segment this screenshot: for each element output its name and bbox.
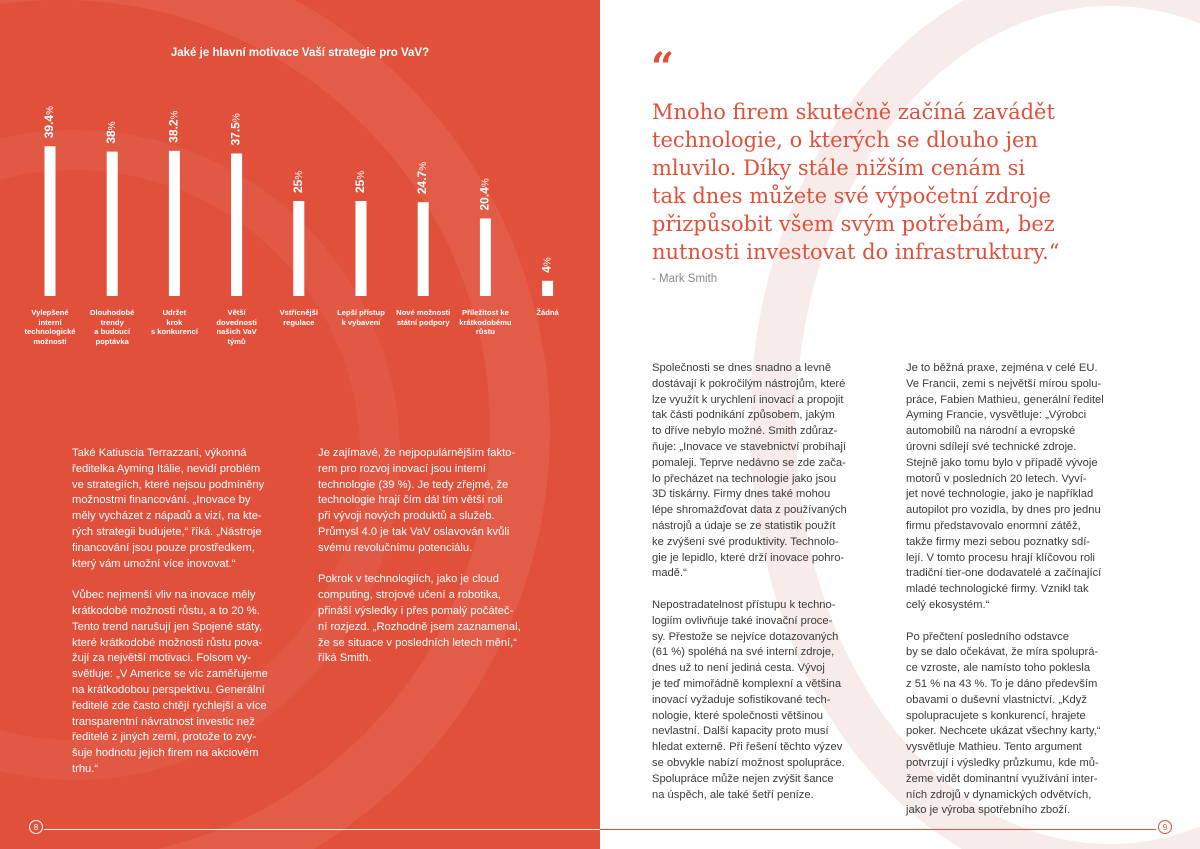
text-line: firmu představovalo enormní zátěž,	[906, 519, 1081, 532]
page-number-right: 9	[1158, 820, 1172, 834]
text-line: světluje: „V Americe se víc zaměřujeme	[72, 668, 268, 681]
text-line: madě.“	[652, 567, 687, 580]
text-line: trhu.“	[72, 762, 99, 775]
bar-chart	[0, 0, 600, 310]
text-line: práce, Fabien Mathieu, generální ředitel	[906, 393, 1104, 406]
text-line: computing, strojové učení a robotika,	[318, 589, 501, 602]
value-label: 25%	[290, 170, 305, 193]
value-label: 4%	[539, 257, 554, 273]
text-line: tradiční tier-one dodavatelé a začínající	[906, 567, 1102, 580]
category-label-line: Větší	[227, 308, 246, 317]
paragraph	[72, 588, 304, 778]
text-line: rých strategii budujete,“ říká. „Nástroje	[72, 525, 262, 538]
text-line: se obvykle nabízí možnost spolupráce.	[652, 756, 845, 769]
text-line: Vůbec nejmenší vliv na inovace měly	[72, 589, 256, 602]
text-line: transparentní návratnost investic než	[72, 715, 255, 728]
text-line: Je zajímavé, že nejpopulárnějším fakto-	[318, 447, 516, 459]
category-label-line: Dlouhodobé	[90, 308, 135, 317]
text-line: obavami o duševní vlastnictví. „Když	[906, 693, 1087, 706]
text-line: technologie hrají čím dál tím větší roli	[318, 494, 503, 507]
text-line: svému revolučnímu potenciálu.	[318, 541, 473, 554]
category-label-line: krátkodobému	[459, 317, 512, 327]
quote-line: technologie, o kterých se dlouho jen	[652, 128, 1038, 152]
text-line: ředitelka Ayming Itálie, nevidí problém	[72, 462, 261, 475]
category-label	[391, 308, 455, 327]
text-line: jet nové technologie, jako je například	[906, 488, 1094, 501]
value-label: 20.4%	[477, 178, 492, 211]
text-line: Společnosti se dnes snadno a levně	[652, 362, 832, 374]
bar	[356, 201, 367, 296]
text-line: automobilů na národní a evropské	[906, 425, 1076, 438]
text-line: Také Katiuscia Terrazzani, výkonná	[72, 447, 247, 459]
text-line: potvrzují i výsledky průzkumu, kde mů-	[906, 756, 1099, 769]
category-label-line: k vybavení	[341, 317, 381, 327]
text-line: šuje hodnotu jejich firem na akciovém	[72, 747, 259, 760]
value-label: 39.4%	[42, 106, 57, 139]
text-line: Ayming Francie, vysvětluje: „Výrobci	[906, 409, 1087, 422]
text-line: ke zvýšení své produktivity. Technolo-	[652, 535, 839, 548]
right-text-column-2	[906, 361, 1130, 835]
text-line: který vám umožní více inovovat.“	[72, 557, 236, 570]
bar	[542, 281, 553, 296]
category-label	[516, 308, 580, 318]
text-line: Tento trend narušují jen Spojené státy,	[72, 620, 263, 633]
text-line: logiím ovlivňuje také inovační proce-	[652, 614, 833, 627]
text-line: technologie (39 %). Je tedy zřejmé, že	[318, 478, 509, 491]
value-label: 38%	[104, 121, 119, 144]
category-label-line: a budoucí	[94, 327, 131, 337]
text-line: Pokrok v technologiích, jako je cloud	[318, 573, 499, 586]
text-line: na úspěch, ale také šetří peníze.	[652, 788, 814, 801]
text-line: žeme vidět dominantní využívání inter-	[906, 772, 1098, 785]
left-page-rule	[44, 829, 600, 830]
text-line: takže firmy mezi sebou poznatky sdí-	[906, 535, 1091, 548]
text-line: Je to běžná praxe, zejména v celé EU.	[906, 362, 1098, 374]
category-label-line: týmů	[227, 336, 246, 346]
quote-author: - Mark Smith	[652, 273, 718, 285]
quote-line: přizpůsobit všem svým potřebám, bez	[652, 212, 1055, 236]
text-line: krátkodobé možnosti růstu, a to 20 %.	[72, 604, 260, 617]
bar	[418, 202, 429, 296]
text-line: vysvětluje Mathieu. Tento argument	[906, 741, 1082, 754]
text-line: dnes už to není jediná cesta. Vývoj	[652, 662, 825, 675]
text-line: Ve Francii, zemi s největší mírou spolu-	[906, 377, 1102, 390]
category-label-line: růstu	[475, 327, 495, 337]
text-line: poker. Nechcete ukázat všechny karty,“	[906, 725, 1101, 738]
left-text-column-2	[318, 446, 550, 683]
text-line: ní rozjezd. „Rozhodně jsem zaznamenal,	[318, 620, 521, 633]
text-line: na krátkodobou perspektivu. Generální	[72, 683, 265, 696]
text-line: Po přečtení posledního odstavce	[906, 630, 1069, 643]
text-line: lze využít k urychlení inovací a propojit	[652, 393, 844, 406]
category-label-line: technologické	[24, 327, 76, 337]
category-label-line: trendy	[100, 317, 124, 327]
text-line: dostávají k pokročilým nástrojům, které	[652, 377, 846, 390]
text-line: (61 %) spoléhá na své interní zdroje,	[652, 646, 835, 659]
category-label	[329, 308, 393, 327]
text-line: mladé technologické firmy. Vznikl tak	[906, 583, 1089, 596]
text-line: lépe shromažďovat data z používaných	[652, 504, 847, 517]
pull-quote	[652, 98, 1072, 266]
text-line: jako je výroba spotřebního zboží.	[906, 804, 1071, 817]
paragraph	[72, 446, 304, 572]
text-line: Spolupráce může nejen zvýšit šance	[652, 772, 834, 785]
value-label: 37.5%	[228, 113, 243, 146]
category-label	[80, 308, 144, 346]
text-line: nevlastní. Další kapacity proto musí	[652, 725, 829, 738]
category-label-line: Žádná	[536, 308, 559, 317]
text-line: 3D tiskárny. Firmy dnes také mohou	[652, 488, 831, 501]
value-label: 24.7%	[415, 161, 430, 195]
paragraph	[318, 446, 550, 557]
text-line: financování jsou pouze prostředkem,	[72, 541, 255, 554]
quote-line: nutnosti investovat do infrastruktury.“	[652, 240, 1060, 264]
category-label-line: Udržet	[162, 308, 187, 317]
text-line: je teď mimořádně komplexní a většina	[652, 677, 842, 690]
quote-line: Mnoho firem skutečně začíná zavádět	[652, 100, 1055, 124]
bar	[45, 146, 56, 296]
text-line: hledat externě. Při řešení těchto výzev	[652, 741, 843, 754]
value-label: 38.2%	[166, 110, 181, 143]
text-line: lo přecházet na technologie jako jsou	[652, 472, 837, 485]
text-line: Průmysl 4.0 je tak VaV oslavován kvůli	[318, 525, 510, 538]
paragraph	[652, 361, 876, 582]
text-line: ředitelé zde často chtějí rychlejší a více	[72, 699, 267, 712]
text-line: možnostmi financování. „Inovace by	[72, 494, 251, 507]
text-line: ních zdrojů v dynamických odvětvích,	[906, 788, 1092, 801]
category-label	[205, 308, 269, 346]
category-label-line: státní podpory	[396, 317, 450, 327]
text-line: které krátkodobé možnosti růstu pova-	[72, 636, 263, 649]
text-line: nástrojů a údaje se ze statistik použít	[652, 519, 836, 532]
text-line: motorů v posledních 20 letech. Vyví-	[906, 472, 1087, 485]
text-line: nologie, které společnosti většinou	[652, 709, 824, 722]
bar	[293, 201, 304, 296]
text-line: přináší výsledky i přes pomalý počáteč-	[318, 604, 514, 617]
text-line: ňuje: „Inovace ve stavebnictví probíhají	[652, 440, 847, 453]
category-label-line: Vylepšené	[31, 308, 69, 317]
text-line: ředitelé z jiných zemí, protože to zvy-	[72, 731, 257, 744]
page-number-left: 8	[29, 820, 43, 834]
category-label-line: možnosti	[33, 336, 67, 346]
right-page-rule	[600, 829, 1156, 830]
category-label-line: našich VaV	[216, 327, 257, 337]
text-line: žují za největší motivaci. Folsom vy-	[72, 652, 252, 665]
paragraph	[318, 572, 550, 667]
chart-title: Jaké je hlavní motivace Vaší strategie pro VaV?	[170, 47, 430, 59]
value-label: 25%	[353, 170, 368, 193]
right-text-column-1	[652, 361, 876, 819]
text-line: ce vzroste, ale namísto toho poklesla	[906, 662, 1091, 675]
text-line: měly vycházet z nápadů a vizí, na kte-	[72, 510, 262, 523]
text-line: inovací vyžaduje sofistikované tech-	[652, 693, 831, 706]
text-line: pomaleji. Teprve nedávno se zde zača-	[652, 456, 846, 469]
bar	[480, 218, 491, 296]
text-line: ve strategiích, které nejsou podmíněny	[72, 478, 265, 491]
text-line: říká Smith.	[318, 652, 372, 665]
paragraph	[906, 630, 1130, 820]
text-line: úrovni sdílejí své technické zdroje.	[906, 440, 1077, 453]
text-line: Stejně jako tomu bylo v případě vývoje	[906, 456, 1098, 469]
bar	[107, 152, 118, 296]
text-line: spolupracujete s konkurencí, hrajete	[906, 709, 1086, 722]
bar	[169, 151, 180, 296]
category-label-line: Lepší přístup	[337, 308, 385, 317]
quote-line: mluvilo. Díky stále nižším cenám si	[652, 156, 1026, 180]
text-line: lejí. V tomto procesu hrají klíčovou roli	[906, 551, 1096, 564]
text-line: gie je lepidlo, které drží inovace pohro-	[652, 551, 845, 564]
category-label	[453, 308, 517, 337]
text-line: by se dalo očekávat, že míra spoluprá-	[906, 646, 1099, 659]
category-label-line: Příležitost ke	[461, 308, 509, 317]
category-label-line: Vstřícnější	[279, 308, 318, 317]
category-label	[142, 308, 206, 337]
bar	[231, 154, 242, 297]
paragraph	[652, 598, 876, 803]
category-label	[18, 308, 82, 346]
category-label-line: poptávka	[95, 336, 129, 346]
text-line: rem pro rozvoj inovací jsou interní	[318, 462, 486, 475]
category-label-line: dovednosti	[216, 317, 257, 327]
text-line: tak části podnikání způsobem, jakým	[652, 409, 835, 422]
text-line: při vývoji nových produktů a služeb.	[318, 510, 495, 523]
text-line: z 51 % na 43 %. To je dáno především	[906, 677, 1098, 690]
text-line: autopilot pro vozidla, by dnes pro jednu	[906, 504, 1101, 517]
text-line: že se situace v posledních letech mění,“	[318, 636, 517, 649]
quote-mark-icon: “	[651, 44, 675, 91]
category-label	[267, 308, 331, 327]
quote-line: tak dnes můžete své výpočetní zdroje	[652, 184, 1051, 208]
text-line: celý ekosystém.“	[906, 598, 990, 611]
text-line: to dříve nebylo možné. Smith zdůraz-	[652, 425, 838, 438]
left-text-column-1	[72, 446, 304, 794]
category-label-line: Nové možnosti	[396, 308, 451, 317]
text-line: sy. Přestože se nejvíce dotazovaných	[652, 630, 839, 643]
text-line: Nepostradatelnost přístupu k techno-	[652, 598, 836, 611]
paragraph	[906, 361, 1130, 614]
category-label-line: krok	[166, 317, 183, 327]
category-label-line: interní	[38, 317, 62, 327]
category-label-line: regulace	[283, 317, 315, 327]
category-label-line: s konkurencí	[150, 327, 198, 337]
